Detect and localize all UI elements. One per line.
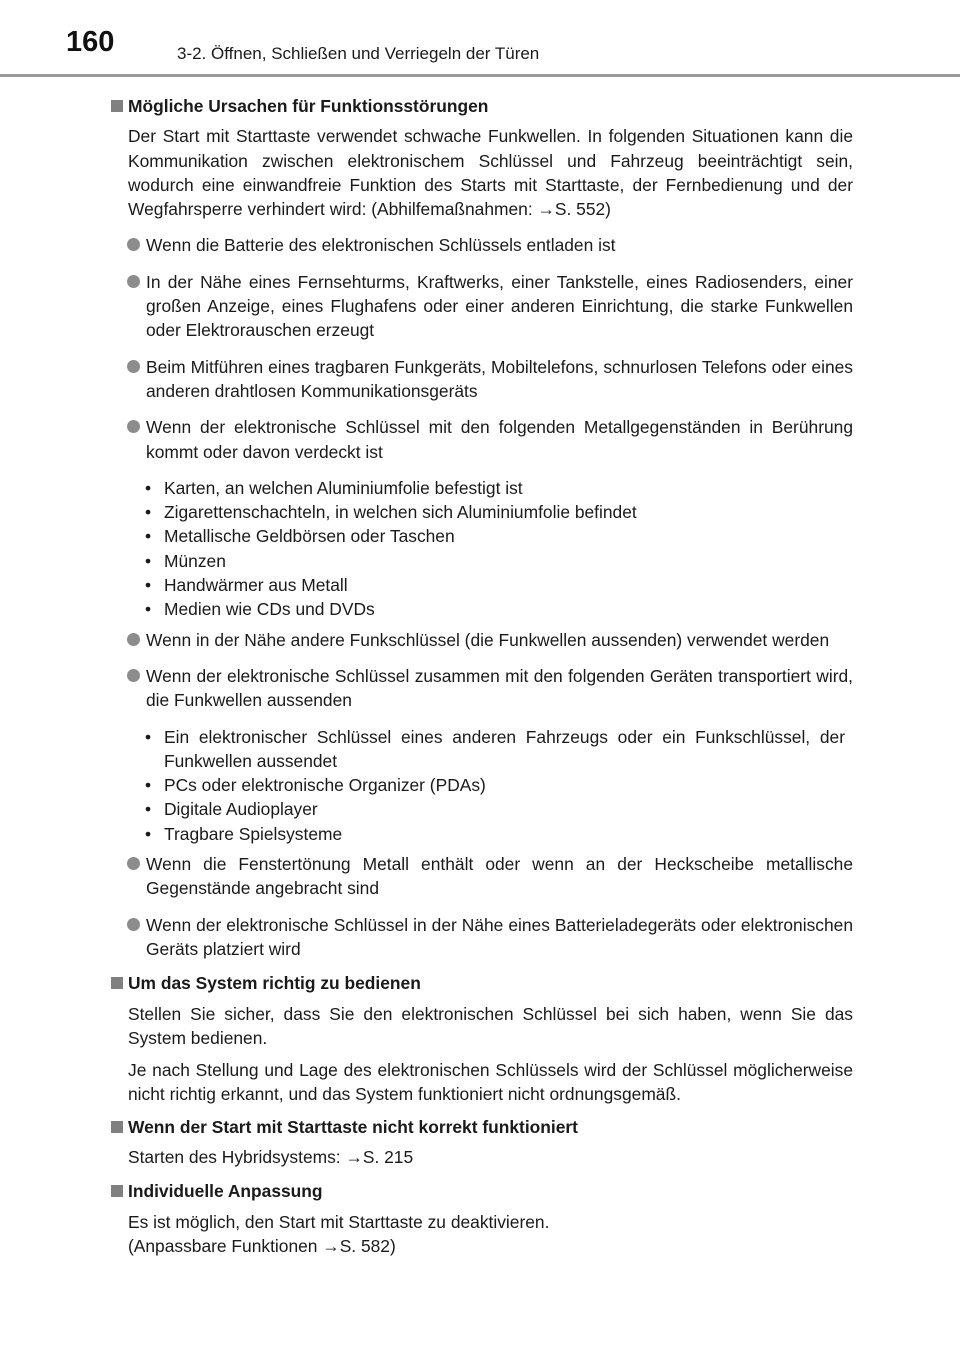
paragraph: Stellen Sie sicher, dass Sie den elektronischen Schlüssel bei sich haben, wenn Sie das System bedienen. [128, 1003, 853, 1048]
circle-bullet-icon [127, 360, 140, 373]
circle-bullet-icon [127, 857, 140, 870]
list-item-text: Wenn der elektronische Schlüssel mit den folgenden Metallgegenständen in Berührung kommt oder davon verdeckt ist [146, 417, 853, 462]
sub-list-item-text: Digitale Audioplayer [164, 799, 318, 820]
circle-bullet-icon [127, 918, 140, 931]
sub-list-item-text: Medien wie CDs und DVDs [164, 599, 375, 620]
paragraph: (Anpassbare Funktionen →S. 582) [128, 1235, 396, 1256]
list-item-text: Beim Mitführen eines tragbaren Funkgeräts, Mobiltelefons, schnurlosen Telefons oder eines anderen drahtlosen Kommunikationsgeräts [146, 356, 853, 401]
circle-bullet-icon [127, 669, 140, 682]
square-bullet-icon [111, 100, 123, 112]
square-bullet-icon [111, 977, 123, 989]
header-divider [0, 74, 960, 77]
sub-list-item-text: Tragbare Spielsysteme [164, 823, 343, 844]
circle-bullet-icon [127, 238, 140, 251]
page-content [0, 88, 960, 1258]
sub-list-item: • Handwärmer aus Metall [145, 575, 348, 596]
list-item [146, 355, 853, 404]
sub-list-item: • Münzen [145, 550, 226, 571]
metal-objects-list [0, 476, 960, 622]
sub-list-item-text: Zigarettenschachteln, in welchen sich Aluminiumfolie befindet [164, 502, 637, 523]
list-item-text: Wenn die Fenstertönung Metall enthält oder wenn an der Heckscheibe metallische Gegenstände angebracht sind [146, 854, 853, 899]
sub-list-item: • Medien wie CDs und DVDs [145, 599, 375, 620]
list-item [146, 233, 853, 257]
radio-devices-list [0, 725, 960, 846]
sub-list-item-text: Metallische Geldbörsen oder Taschen [164, 526, 455, 547]
section-heading [0, 1179, 960, 1203]
list-item [146, 664, 853, 713]
circle-bullet-icon [127, 275, 140, 288]
list-item-text: Wenn in der Nähe andere Funkschlüssel (die Funkwellen aussenden) verwendet werden [146, 629, 830, 650]
list-item [146, 852, 853, 901]
list-item [146, 415, 853, 464]
section-heading-text: Wenn der Start mit Starttaste nicht korrekt funktioniert [128, 1116, 578, 1137]
sub-list-item-text: Münzen [164, 550, 226, 571]
list-item-text: Wenn der elektronische Schlüssel zusammen mit den folgenden Geräten transportiert wird, die Funkwellen aussenden [146, 665, 853, 711]
section-heading [0, 94, 960, 118]
list-item [146, 270, 853, 343]
sub-list-item-text: Karten, an welchen Aluminiumfolie befestigt ist [164, 477, 523, 498]
section-heading [0, 971, 960, 995]
section-heading-text: Mögliche Ursachen für Funktionsstörungen [128, 96, 489, 116]
section-heading [0, 1115, 960, 1139]
square-bullet-icon [111, 1121, 123, 1133]
paragraph: Es ist möglich, den Start mit Starttaste zu deaktivieren. [128, 1211, 550, 1232]
list-item-text: In der Nähe eines Fernsehturms, Kraftwerks, einer Tankstelle, eines Radiosenders, einer großen Anzeige, eines Flughafens oder einer anderen Einrichtung, die starke Funkwellen oder Elektrorauschen erzeugt [146, 271, 853, 341]
sub-list-item: • Digitale Audioplayer [145, 799, 318, 820]
paragraph: Starten des Hybridsystems: →S. 215 [128, 1146, 414, 1167]
section-heading-text: Um das System richtig zu bedienen [128, 973, 421, 994]
page-number: 160 [66, 26, 115, 58]
sub-list-item: • Tragbare Spielsysteme [145, 823, 343, 844]
list-item [146, 913, 853, 962]
square-bullet-icon [111, 1185, 123, 1197]
page-header [0, 0, 960, 76]
sub-list-item: • Karten, an welchen Aluminiumfolie befestigt ist [145, 477, 523, 498]
sub-list-item: • PCs oder elektronische Organizer (PDAs) [145, 775, 486, 796]
circle-bullet-icon [127, 420, 140, 433]
sub-list-item-text: Ein elektronischer Schlüssel eines anderen Fahrzeugs oder ein Funkschlüssel, der Funkwellen aussendet [164, 726, 845, 771]
list-item-text: Wenn der elektronische Schlüssel in der Nähe eines Batterieladegeräts oder elektronischen Geräts platziert wird [146, 914, 853, 959]
circle-bullet-icon [127, 633, 140, 646]
chapter-title: 3-2. Öffnen, Schließen und Verriegeln der Türen [177, 44, 540, 63]
sub-list-item-text: Handwärmer aus Metall [164, 575, 348, 596]
list-item [146, 628, 853, 652]
sub-list-item: • Zigarettenschachteln, in welchen sich Aluminiumfolie befindet [145, 502, 637, 523]
paragraph: Je nach Stellung und Lage des elektronischen Schlüssels wird der Schlüssel möglicherweise nicht richtig erkannt, und das System funktioniert nicht ordnungsgemäß. [128, 1060, 853, 1105]
sub-list-item: • Ein elektronischer Schlüssel eines anderen Fahrzeugs oder ein Funkschlüssel, der Funkwellen aussendet [145, 726, 845, 771]
sub-list-item-text: PCs oder elektronische Organizer (PDAs) [164, 775, 486, 796]
list-item-text: Wenn die Batterie des elektronischen Schlüssels entladen ist [146, 235, 616, 256]
section-heading-text: Individuelle Anpassung [128, 1181, 323, 1202]
sub-list-item: • Metallische Geldbörsen oder Taschen [145, 526, 455, 547]
paragraph: Der Start mit Starttaste verwendet schwache Funkwellen. In folgenden Situationen kann die Kommunikation zwischen elektronischem Schlüssel und Fahrzeug beeinträchtigt sein, wodurch eine einwandfreie Funktion des Starts mit Starttaste, der Fernbedienung und der Wegfahrsperre verhindert wird: (Abhilfemaßnahmen: →S. 552) [128, 126, 853, 220]
